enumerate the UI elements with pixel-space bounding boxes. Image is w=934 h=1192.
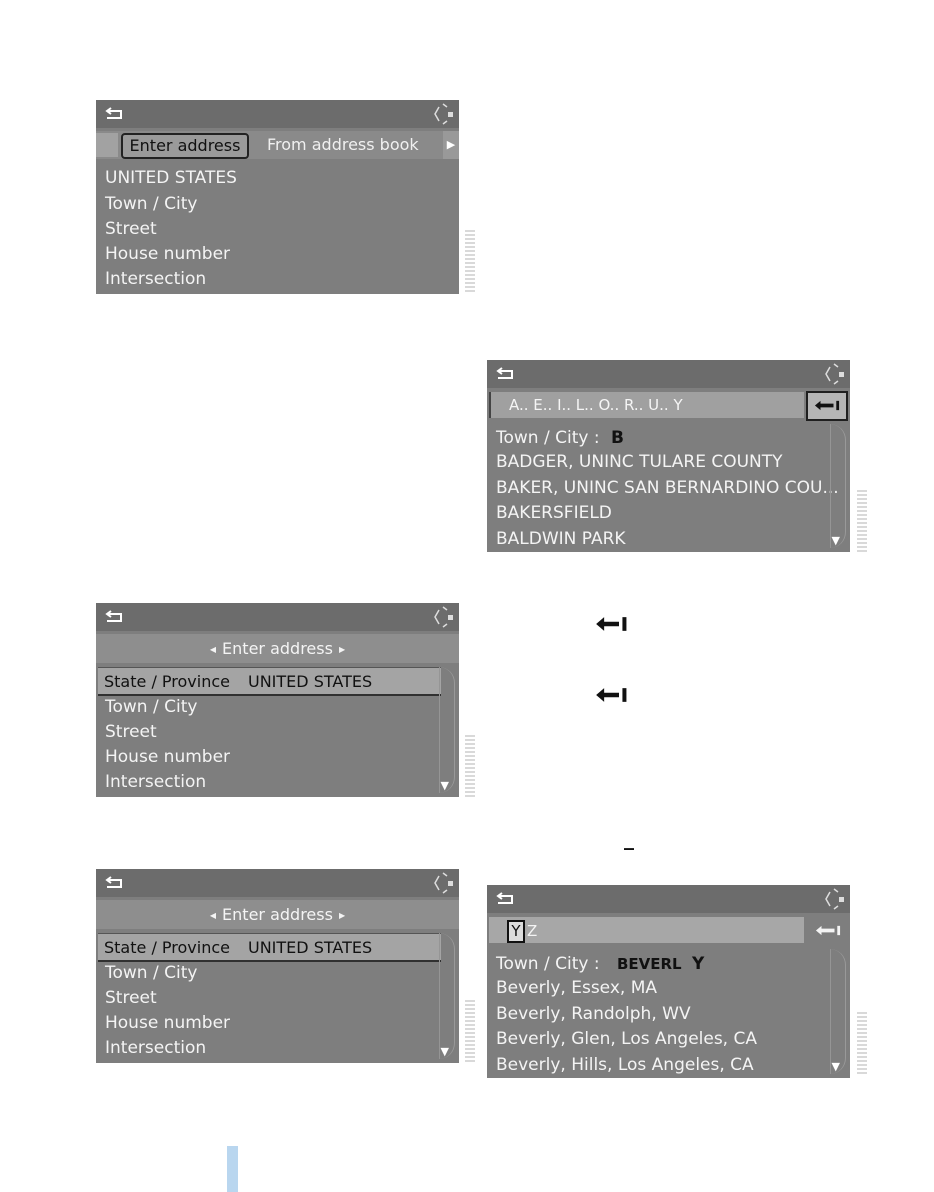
tab-bar-left-stub xyxy=(96,133,118,157)
delete-icon xyxy=(814,924,842,937)
delete-icon xyxy=(592,687,630,703)
figure-code-mark xyxy=(465,735,475,797)
selected-row-label: State / Province xyxy=(104,938,230,957)
letter-bar[interactable] xyxy=(489,392,804,418)
screen-enter-address xyxy=(96,603,459,797)
result-item[interactable]: BADGER, UNINC TULARE COUNTY xyxy=(496,452,783,472)
back-icon[interactable] xyxy=(105,609,125,625)
row-intersection[interactable]: Intersection xyxy=(105,269,207,289)
selected-row-value: UNITED STATES xyxy=(248,672,373,691)
letter-bar-text: A.. E.. I.. L.. O.. R.. U.. Y xyxy=(509,396,683,414)
controller-icon xyxy=(822,888,846,910)
header-left-arrow-icon: ◀ xyxy=(209,645,217,654)
scrollbar[interactable] xyxy=(830,424,846,548)
row-intersection[interactable]: Intersection xyxy=(105,1038,207,1058)
result-item[interactable]: BAKER, UNINC SAN BERNARDINO COU... xyxy=(496,478,839,498)
selected-row-value: UNITED STATES xyxy=(248,938,373,957)
figure-code-mark xyxy=(465,1000,475,1062)
entry-label: Town / City : xyxy=(496,954,600,974)
row-town-city[interactable]: Town / City xyxy=(105,194,198,214)
result-item[interactable]: Beverly, Essex, MA xyxy=(496,978,658,998)
row-street[interactable]: Street xyxy=(105,988,157,1008)
status-bar xyxy=(96,100,459,128)
row-house-number[interactable]: House number xyxy=(105,747,231,767)
status-bar xyxy=(487,360,850,388)
scrollbar[interactable] xyxy=(830,949,846,1074)
header-right-arrow-icon: ▶ xyxy=(338,911,346,920)
figure-code-mark xyxy=(465,230,475,292)
figure-code-mark xyxy=(857,1012,867,1074)
row-intersection[interactable]: Intersection xyxy=(105,772,207,792)
entry-line xyxy=(496,428,624,448)
row-country[interactable]: UNITED STATES xyxy=(105,168,237,188)
tab-bar xyxy=(96,131,459,159)
letter-selected[interactable]: Y xyxy=(507,920,525,943)
delete-icon xyxy=(813,399,841,412)
entry-line xyxy=(496,954,704,974)
result-item[interactable]: Beverly, Randolph, WV xyxy=(496,1004,691,1024)
page-marker-tab xyxy=(227,1146,238,1192)
result-item[interactable]: Beverly, Glen, Los Angeles, CA xyxy=(496,1029,757,1049)
result-item[interactable]: BAKERSFIELD xyxy=(496,503,612,523)
screen-town-city-speller xyxy=(487,360,850,552)
row-house-number[interactable]: House number xyxy=(105,244,231,264)
back-icon[interactable] xyxy=(496,366,516,382)
figure-code-mark xyxy=(857,490,867,552)
back-icon[interactable] xyxy=(105,106,125,122)
entry-value: B xyxy=(610,428,624,448)
header-right-arrow-icon: ▶ xyxy=(338,645,346,654)
back-icon[interactable] xyxy=(496,891,516,907)
status-bar xyxy=(487,885,850,913)
scroll-down-icon[interactable]: ▼ xyxy=(831,1060,840,1073)
entry-label: Town / City : xyxy=(496,428,600,448)
row-town-city[interactable]: Town / City xyxy=(105,963,198,983)
row-street[interactable]: Street xyxy=(105,722,157,742)
screen-enter-address-tabs xyxy=(96,100,459,294)
letter-bar[interactable] xyxy=(489,917,804,943)
entry-value: BEVERL xyxy=(616,955,682,973)
result-item[interactable]: BALDWIN PARK xyxy=(496,529,626,549)
controller-icon xyxy=(431,606,455,628)
header-enter-address[interactable] xyxy=(96,900,459,929)
tab-next-icon[interactable]: ▶ xyxy=(443,131,459,159)
row-town-city[interactable]: Town / City xyxy=(105,697,198,717)
scroll-down-icon[interactable]: ▼ xyxy=(831,534,840,547)
delete-button[interactable] xyxy=(808,916,848,944)
scrollbar[interactable] xyxy=(439,933,455,1059)
controller-icon xyxy=(431,103,455,125)
screen-town-city-speller-beverly xyxy=(487,885,850,1078)
selected-row-state-province[interactable] xyxy=(98,667,441,696)
result-item[interactable]: Beverly, Hills, Los Angeles, CA xyxy=(496,1055,754,1075)
delete-button[interactable] xyxy=(806,391,848,421)
header-enter-address[interactable] xyxy=(96,634,459,663)
controller-icon xyxy=(431,872,455,894)
header-title: Enter address xyxy=(222,639,333,658)
header-title: Enter address xyxy=(222,905,333,924)
back-icon[interactable] xyxy=(105,875,125,891)
selected-row-label: State / Province xyxy=(104,672,230,691)
tab-enter-address[interactable]: Enter address xyxy=(121,133,249,159)
scroll-down-icon[interactable]: ▼ xyxy=(440,779,449,792)
controller-icon xyxy=(822,363,846,385)
row-street[interactable]: Street xyxy=(105,219,157,239)
header-left-arrow-icon: ◀ xyxy=(209,911,217,920)
scroll-down-icon[interactable]: ▼ xyxy=(440,1045,449,1058)
entry-cursor-letter: Y xyxy=(692,954,705,974)
row-house-number[interactable]: House number xyxy=(105,1013,231,1033)
status-bar xyxy=(96,869,459,897)
selected-row-state-province[interactable] xyxy=(98,933,441,962)
screen-enter-address xyxy=(96,869,459,1063)
delete-icon xyxy=(592,616,630,632)
tab-from-address-book[interactable]: From address book xyxy=(267,135,419,154)
letter-next[interactable]: Z xyxy=(527,922,538,940)
underscore-symbol: _ xyxy=(624,826,634,850)
scrollbar[interactable] xyxy=(439,667,455,793)
status-bar xyxy=(96,603,459,631)
